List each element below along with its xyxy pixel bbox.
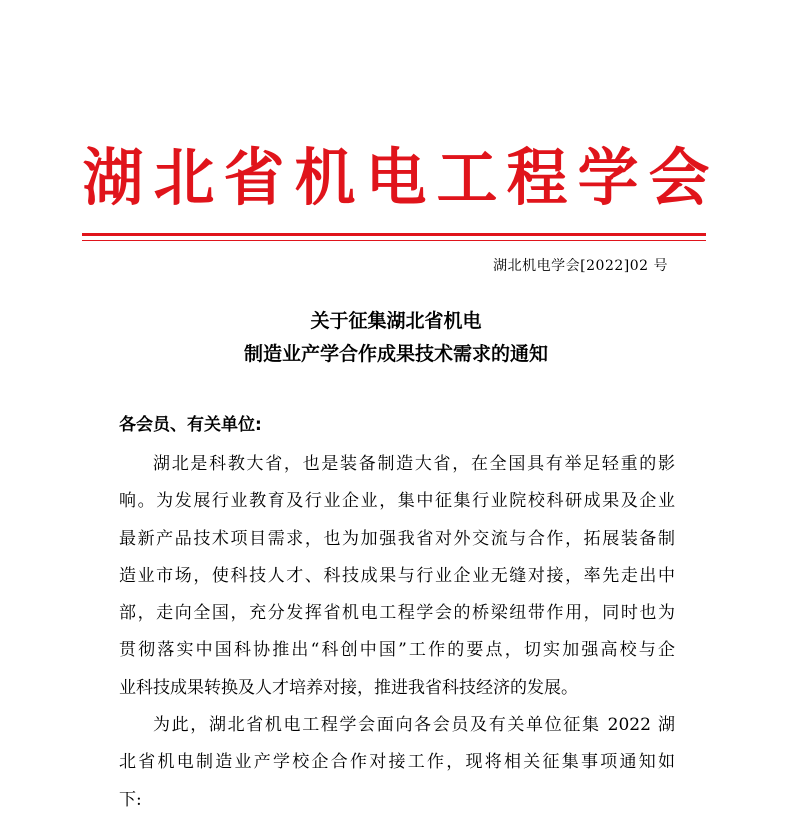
document-title-line-1: 关于征集湖北省机电 — [310, 310, 482, 332]
salutation: 各会员、有关单位: — [119, 415, 262, 435]
masthead-title — [82, 138, 710, 218]
masthead-char: 会 — [648, 141, 710, 214]
masthead-char: 程 — [507, 141, 568, 214]
masthead-rule-thick — [82, 233, 706, 236]
body-line: 湖北是科教大省，也是装备制造大省，在全国具有举足轻重的影 — [153, 454, 675, 474]
masthead-char: 北 — [153, 141, 215, 214]
body-line: 北省机电制造业产学校企合作对接工作，现将相关征集事项通知如 — [119, 752, 675, 773]
body-line: 最新产品技术项目需求，也为加强我省对外交流与合作，拓展装备制 — [119, 528, 675, 549]
document-title-line-2: 制造业产学合作成果技术需求的通知 — [243, 343, 548, 365]
masthead-char: 工 — [436, 141, 498, 214]
body-line: 下: — [119, 789, 142, 810]
document-body — [119, 446, 675, 819]
paragraph — [119, 707, 675, 819]
body-line: 造业市场，使科技人才、科技成果与行业企业无缝对接，率先走出中 — [119, 565, 675, 586]
masthead-char: 学 — [577, 141, 639, 214]
paragraph — [119, 446, 675, 707]
masthead-rule-thin — [82, 240, 706, 241]
body-line: 为此，湖北省机电工程学会面向各会员及有关单位征集 2022 湖 — [153, 715, 675, 736]
masthead-char: 湖 — [82, 141, 144, 214]
body-line: 部，走向全国，充分发挥省机电工程学会的桥梁纽带作用，同时也为 — [119, 603, 675, 624]
masthead-char: 省 — [224, 141, 285, 214]
masthead-char: 电 — [365, 141, 427, 214]
masthead-char: 机 — [294, 141, 356, 214]
body-line: 贯彻落实中国科协推出“科创中国”工作的要点，切实加强高校与企 — [119, 640, 675, 661]
document-number: 湖北机电学会[2022]02 号 — [493, 258, 668, 274]
body-line: 响。为发展行业教育及行业企业，集中征集行业院校科研成果及企业 — [119, 491, 675, 512]
body-line: 业科技成果转换及人才培养对接，推进我省科技经济的发展。 — [119, 677, 578, 698]
